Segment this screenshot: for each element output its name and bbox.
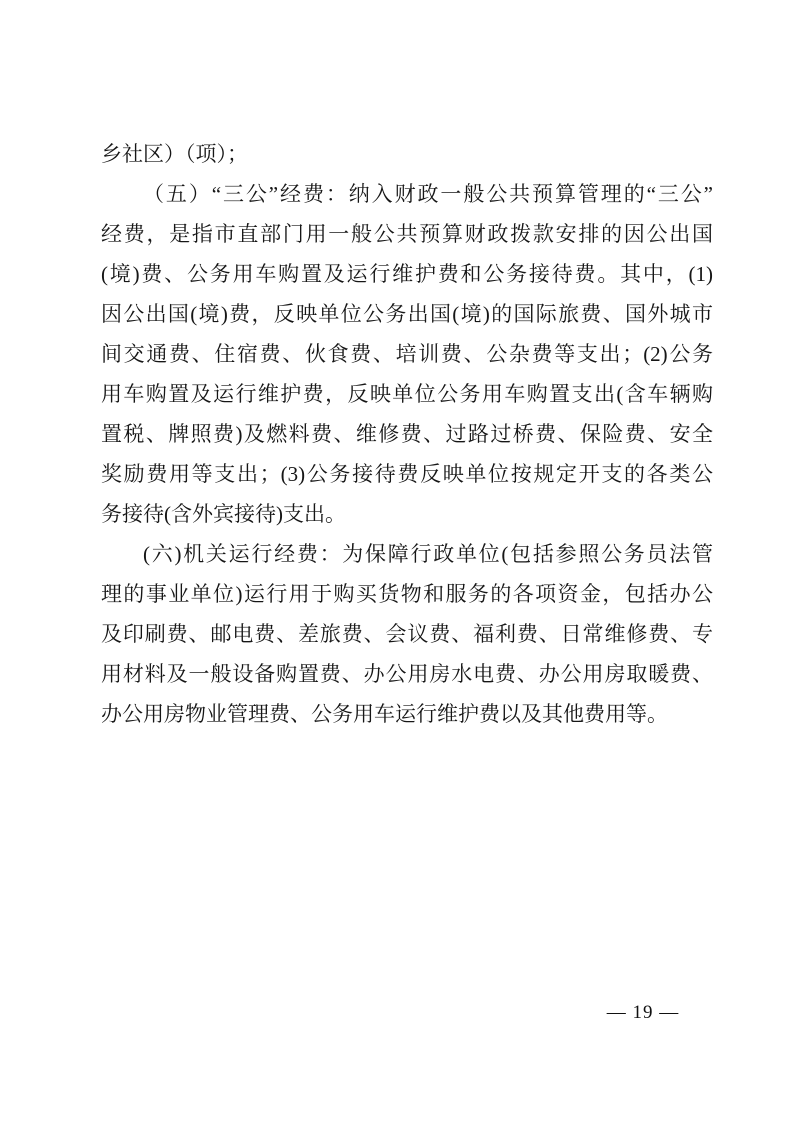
text-line: 乡社区）（项）； — [101, 142, 248, 166]
text-line: 办公用房物业管理费、公务用车运行维护费以及其他费用等。 — [101, 702, 668, 726]
page-number: — 19 — — [606, 1002, 680, 1023]
text-line: (六)机关运行经费：为保障行政单位(包括参照公务员法管 — [143, 542, 713, 566]
text-line: (境)费、公务用车购置及运行维护费和公务接待费。其中，(1) — [101, 262, 713, 286]
text-line: 间交通费、住宿费、伙食费、培训费、公杂费等支出；(2)公务 — [101, 342, 713, 366]
text-line: 因公出国(境)费，反映单位公务出国(境)的国际旅费、国外城市 — [101, 302, 713, 326]
text-line: 置税、牌照费)及燃料费、维修费、过路过桥费、保险费、安全 — [101, 422, 713, 446]
text-line: 务接待(含外宾接待)支出。 — [101, 502, 346, 526]
text-line: （五）“三公”经费：纳入财政一般公共预算管理的“三公” — [143, 182, 713, 206]
text-line: 用材料及一般设备购置费、办公用房水电费、办公用房取暖费、 — [101, 662, 713, 686]
text-line: 奖励费用等支出；(3)公务接待费反映单位按规定开支的各类公 — [101, 462, 713, 486]
body-text — [101, 134, 713, 734]
text-line: 经费，是指市直部门用一般公共预算财政拨款安排的因公出国 — [101, 222, 713, 246]
text-line: 理的事业单位)运行用于购买货物和服务的各项资金，包括办公 — [101, 582, 713, 606]
text-line: 及印刷费、邮电费、差旅费、会议费、福利费、日常维修费、专 — [101, 622, 713, 646]
text-line: 用车购置及运行维护费，反映单位公务用车购置支出(含车辆购 — [101, 382, 713, 406]
